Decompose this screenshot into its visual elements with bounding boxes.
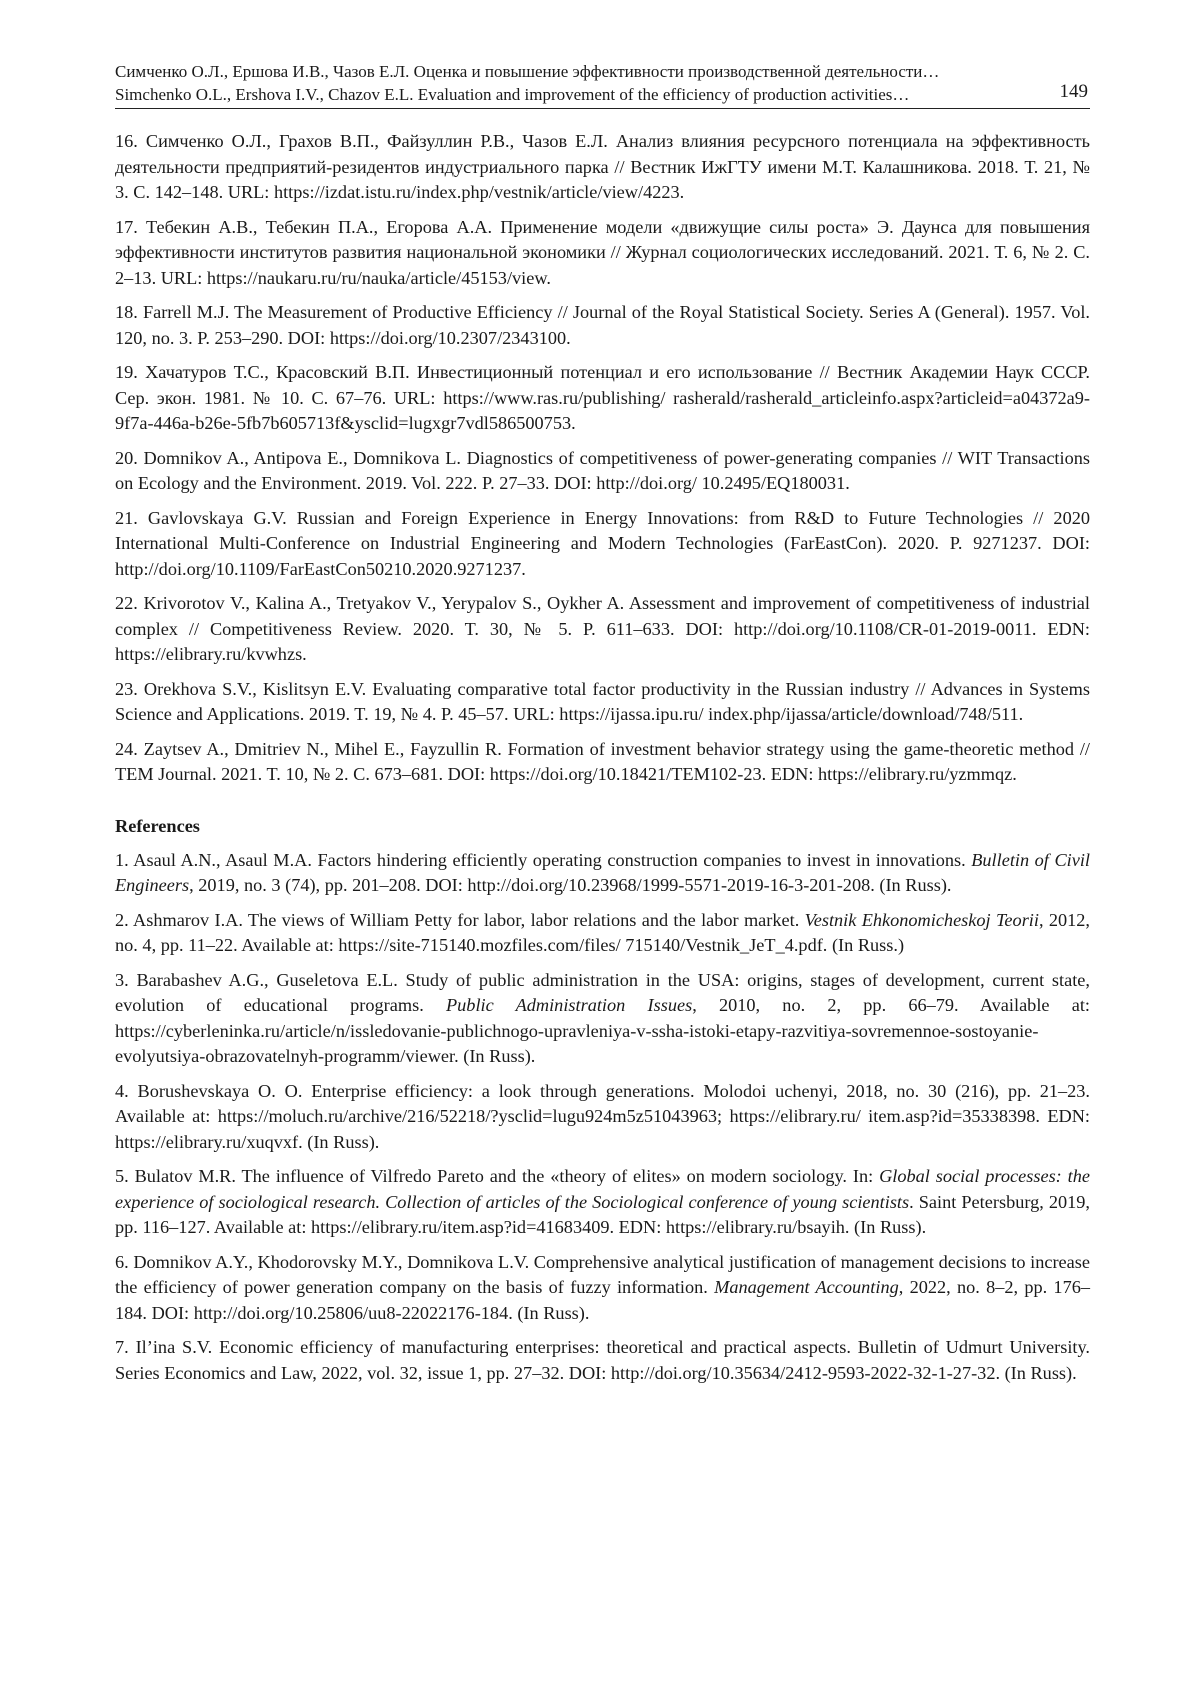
reference-source: Global social processes: the experience of sociological research. Collection of articles of the Sociological conference of young scientists <box>115 1166 1090 1212</box>
literature-list <box>115 129 1090 788</box>
reference-source: Vestnik Ehkonomicheskoj Teorii <box>804 909 1039 930</box>
header-title-en: Simchenko O.L., Ershova I.V., Chazov E.L. Evaluation and improvement of the efficiency of production activities… <box>115 85 910 104</box>
reference-details: , 2010, no. 2, pp. 66–79. Available at: https://cyberleninka.ru/article/n/issledovanie-publichnogo-upravleniya-v-ssha-istoki-etapy-razvitiya-sovremennoe-sostoyanie-evolyutsiya-obrazovatelnyh-programm/viewer. (In Russ). <box>115 995 1090 1066</box>
reference-text: 4. Borushevskaya O. O. Enterprise efficiency: a look through generations. Molodoi uchenyi, 2018, no. 30 (216), pp. 21–23. Available at: https://moluch.ru/archive/216/52218/?ysclid=lugu924m5z51043963; https://elibrary.ru/ item.asp?id=35338398. EDN: https://elibrary.ru/xuqvxf. (In Russ). <box>115 1080 1090 1152</box>
header-divider <box>115 108 1090 109</box>
reference-source: Management Accounting <box>714 1277 899 1297</box>
reference-details: . Saint Petersburg, 2019, pp. 116–127. Available at: https://elibrary.ru/item.asp?id=41683409. EDN: https://elibrary.ru/bsayih. (In Russ). <box>115 1191 1090 1237</box>
header-title-ru: Симченко О.Л., Ершова И.В., Чазов Е.Л. Оценка и повышение эффективности производственной деятельности… <box>115 62 940 81</box>
reference-text: 2. Ashmarov I.A. The views of William Petty for labor, labor relations and the labor market. <box>115 909 805 930</box>
references-heading: References <box>115 815 200 836</box>
literature-entry: 16. Симченко О.Л., Грахов В.П., Файзуллин Р.В., Чазов Е.Л. Анализ влияния ресурсного потенциала на эффективность деятельности предприятий-резидентов индустриального парка // Вестник ИжГТУ имени М.Т. Калашникова. 2018. Т. 21, № 3. С. 142–148. URL: https://izdat.istu.ru/index.php/vestnik/article/view/4223. <box>115 131 1090 202</box>
reference-source: Public Administration Issues <box>446 995 693 1015</box>
literature-entry: 19. Хачатуров Т.С., Красовский В.П. Инвестиционный потенциал и его использование // Вестник Академии Наук СССР. Сер. экон. 1981. № 10. С. 67–76. URL: https://www.ras.ru/publishing/ rasherald/rasherald_articleinfo.aspx?articleid=a04372a9-9f7a-446a-b26e-5fb7b605713f&ysclid=lugxgr7vdl586500753. <box>115 362 1090 433</box>
literature-entry: 24. Zaytsev A., Dmitriev N., Mihel E., Fayzullin R. Formation of investment behavior strategy using the game-theoretic method // TEM Journal. 2021. T. 10, № 2. C. 673–681. DOI: https://doi.org/10.18421/TEM102-23. EDN: https://elibrary.ru/yzmmqz. <box>115 738 1090 784</box>
references-list <box>115 848 1090 1387</box>
reference-entry <box>115 848 1090 899</box>
reference-entry <box>115 968 1090 1070</box>
literature-entry: 23. Orekhova S.V., Kislitsyn E.V. Evaluating comparative total factor productivity in the Russian industry // Advances in Systems Science and Applications. 2019. T. 19, № 4. P. 45–57. URL: https://ijassa.ipu.ru/ index.php/ijassa/article/download/748/511. <box>115 678 1090 724</box>
literature-entry: 22. Krivorotov V., Kalina A., Tretyakov V., Yerypalov S., Oykher A. Assessment and improvement of competitiveness of industrial complex // Competitiveness Review. 2020. T. 30, № 5. P. 611–633. DOI: http://doi.org/10.1108/CR-01-2019-0011. EDN: https://elibrary.ru/kvwhzs. <box>115 593 1090 664</box>
reference-text: 6. Domnikov A.Y., Khodorovsky M.Y., Domnikova L.V. Comprehensive analytical justification of management decisions to increase the efficiency of power generation company on the basis of fuzzy information. <box>115 1251 1090 1297</box>
literature-entry: 18. Farrell M.J. The Measurement of Productive Efficiency // Journal of the Royal Statistical Society. Series A (General). 1957. Vol. 120, no. 3. P. 253–290. DOI: https://doi.org/10.2307/2343100. <box>115 302 1090 348</box>
page-number: 149 <box>1059 81 1088 102</box>
reference-text: 3. Barabashev A.G., Guseletova E.L. Study of public administration in the USA: origins, stages of development, current state, evolution of educational programs. <box>115 969 1090 1015</box>
reference-details: , 2022, no. 8–2, pp. 176–184. DOI: http://doi.org/10.25806/uu8-22022176-184. (In Russ). <box>115 1277 1090 1323</box>
reference-details: , 2012, no. 4, pp. 11–22. Available at: https://site-715140.mozfiles.com/files/ 715140/Vestnik_JeT_4.pdf. (In Russ.) <box>115 909 1090 955</box>
reference-entry <box>115 908 1090 959</box>
reference-text: 7. Il’ina S.V. Economic efficiency of manufacturing enterprises: theoretical and practical aspects. Bulletin of Udmurt University. Series Economics and Law, 2022, vol. 32, issue 1, pp. 27–32. DOI: http://doi.org/10.35634/2412-9593-2022-32-1-27-32. (In Russ). <box>115 1337 1090 1383</box>
reference-entry <box>115 1335 1090 1386</box>
reference-details: , 2019, no. 3 (74), pp. 201–208. DOI: http://doi.org/10.23968/1999-5571-2019-16-3-201-208. (In Russ). <box>189 875 952 895</box>
reference-entry <box>115 1250 1090 1327</box>
literature-entry: 20. Domnikov A., Antipova E., Domnikova L. Diagnostics of competitiveness of power-generating companies // WIT Transactions on Ecology and the Environment. 2019. Vol. 222. P. 27–33. DOI: http://doi.org/ 10.2495/EQ180031. <box>115 447 1090 493</box>
literature-entry: 17. Тебекин А.В., Тебекин П.А., Егорова А.А. Применение модели «движущие силы роста» Э. Даунса для повышения эффективности институтов развития национальной экономики // Журнал социологических исследований. 2021. Т. 6, № 2. С. 2–13. URL: https://naukaru.ru/ru/nauka/article/45153/view. <box>115 216 1090 288</box>
reference-text: 5. Bulatov M.R. The influence of Vilfredo Pareto and the «theory of elites» on modern sociology. In: <box>115 1166 880 1186</box>
reference-entry <box>115 1164 1090 1241</box>
reference-entry <box>115 1079 1090 1156</box>
page <box>115 60 1090 1395</box>
reference-text: 1. Asaul A.N., Asaul M.A. Factors hindering efficiently operating construction companies to invest in innovations. <box>115 849 972 870</box>
literature-entry: 21. Gavlovskaya G.V. Russian and Foreign Experience in Energy Innovations: from R&D to Future Technologies // 2020 International Multi-Conference on Industrial Engineering and Modern Technologies (FarEastCon). 2020. P. 9271237. DOI: http://doi.org/10.1109/FarEastCon50210.2020.9271237. <box>115 507 1090 579</box>
running-header <box>115 60 1090 106</box>
reference-source: Bulletin of Civil Engineers <box>115 849 1090 895</box>
